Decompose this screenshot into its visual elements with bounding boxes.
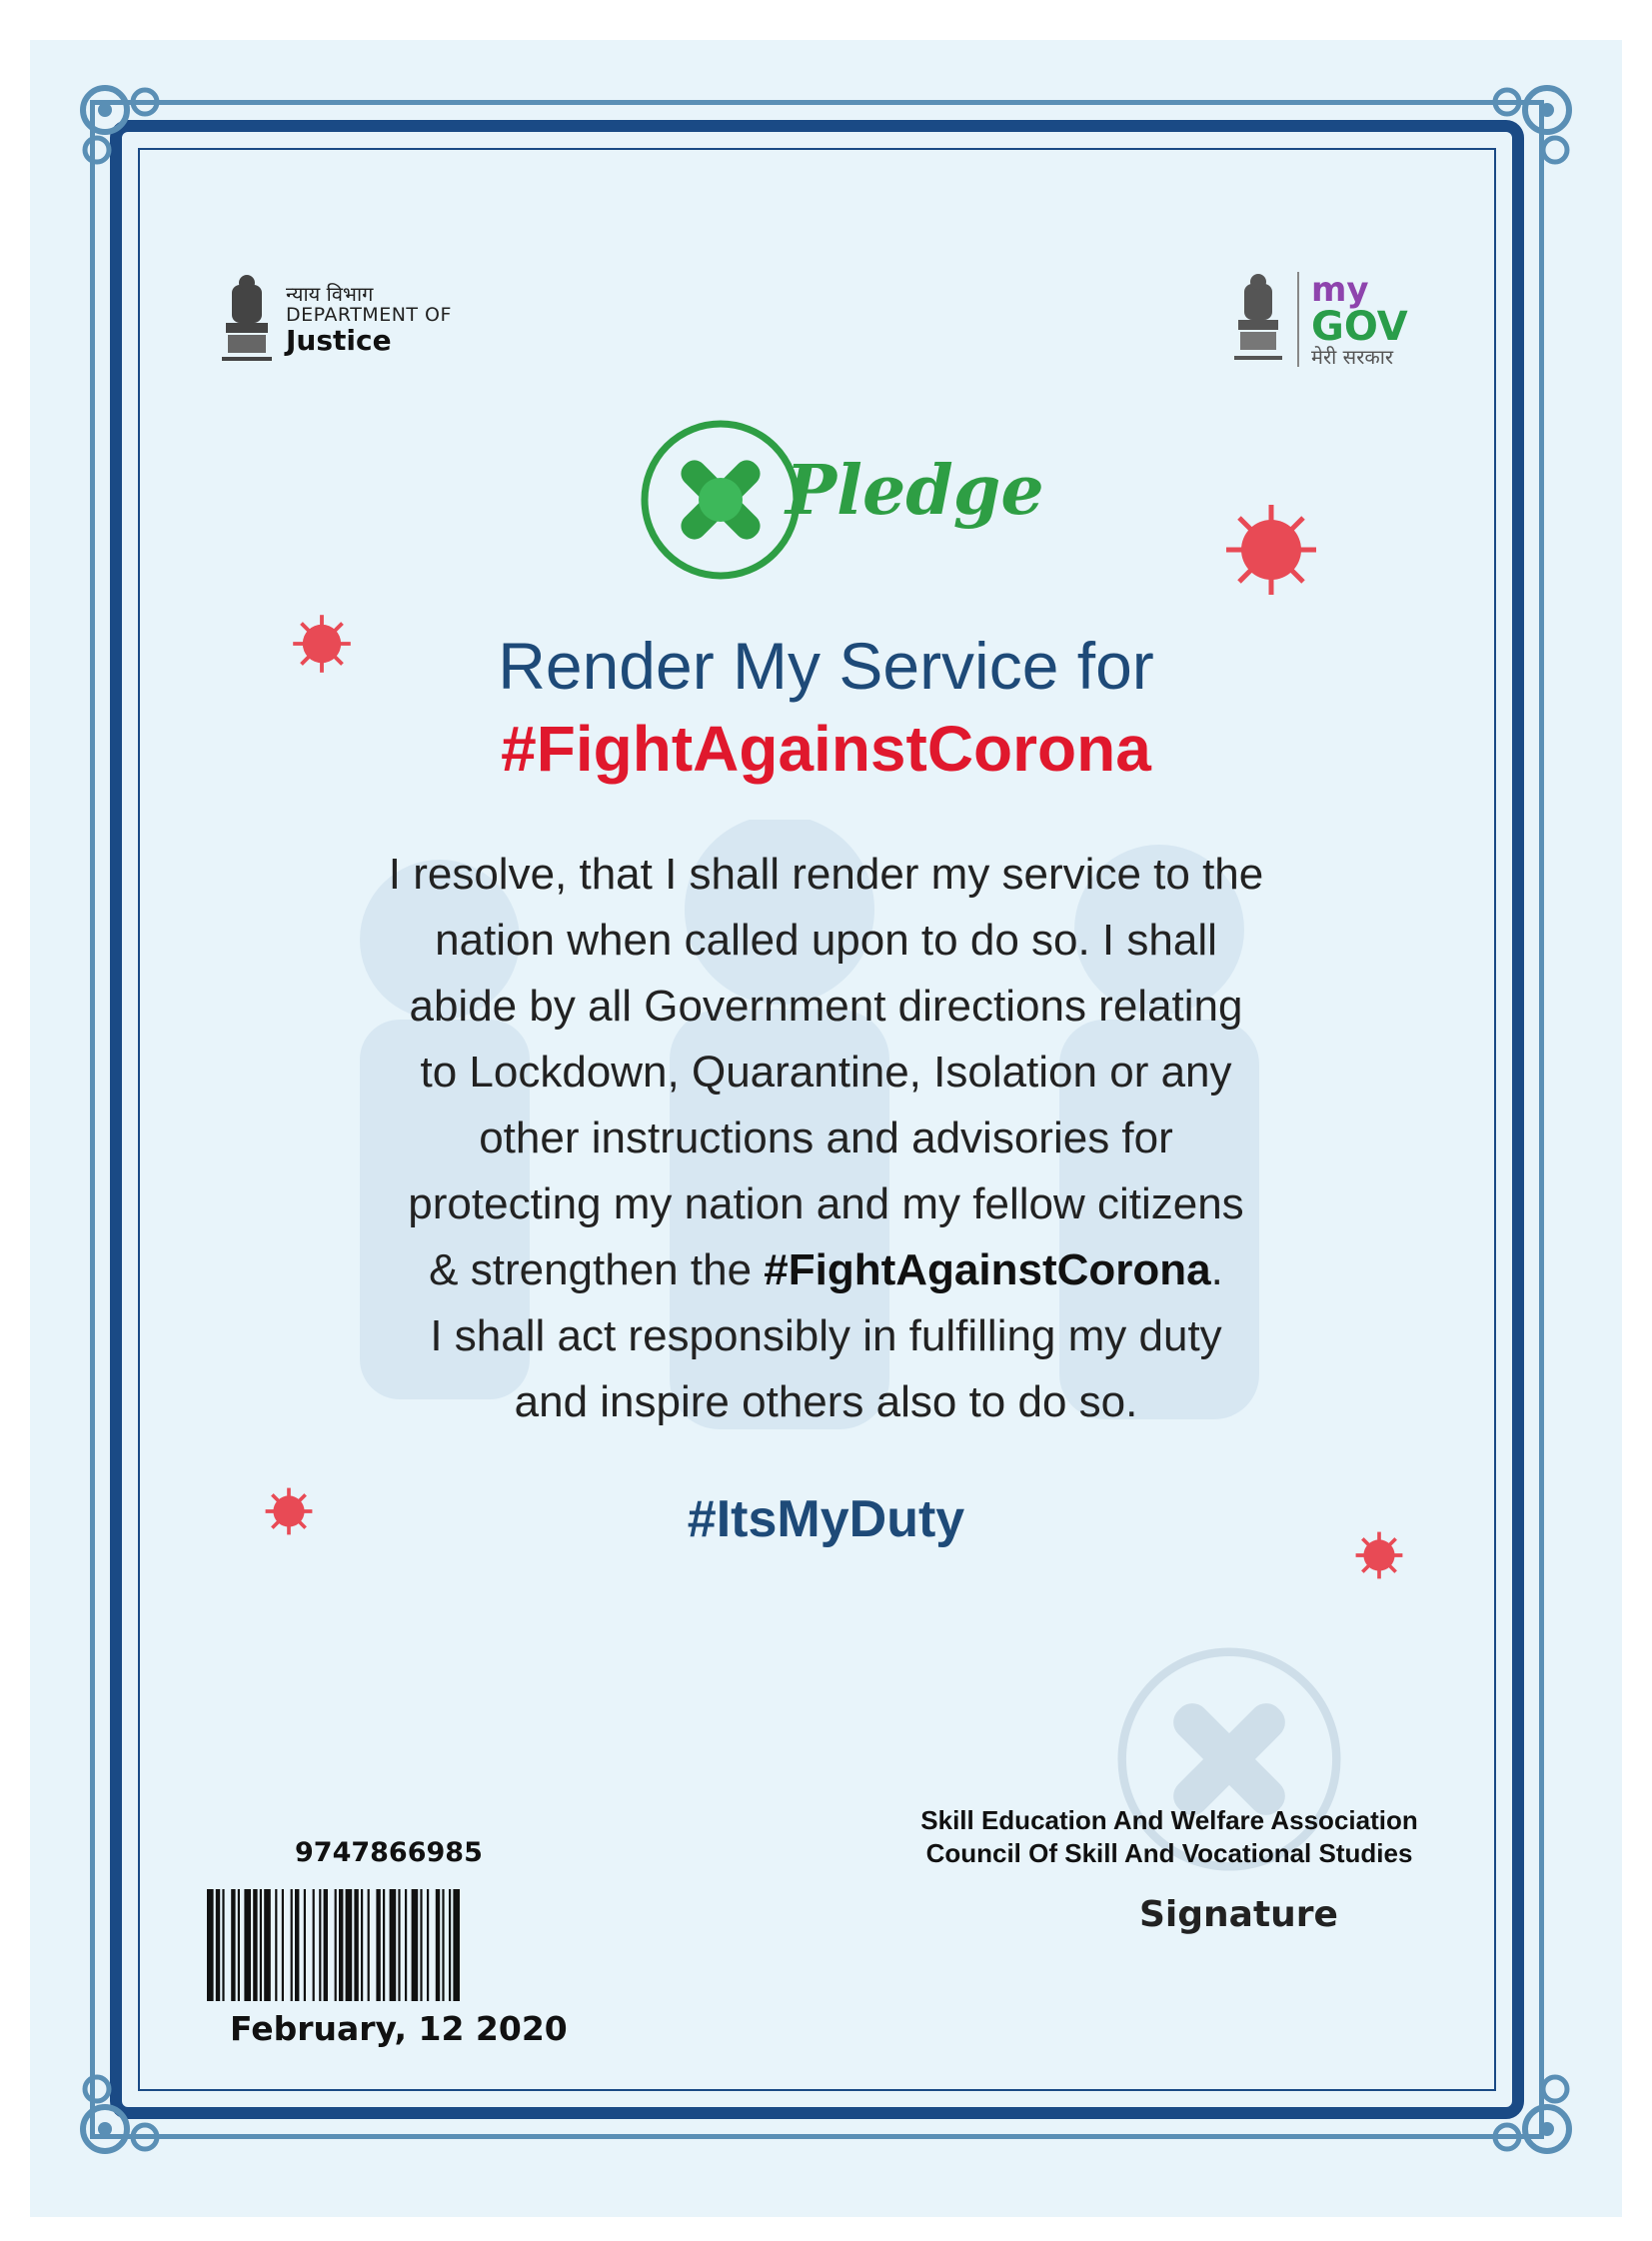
certificate-title: Render My Service for — [498, 629, 1154, 703]
barcode-bar — [335, 1889, 337, 2001]
pledge-line: and inspire others also to do so. — [514, 1377, 1138, 1426]
barcode-bar — [324, 1889, 328, 2001]
doj-hindi-text: न्याय विभाग — [286, 282, 374, 307]
barcode-bar — [346, 1889, 353, 2001]
certificate-date: February, 12 2020 — [230, 2009, 568, 2048]
barcode-bar — [354, 1889, 358, 2001]
barcode-bar — [304, 1889, 306, 2001]
issuing-organization — [859, 1804, 1479, 1870]
pledge-line: I resolve, that I shall render my service to the — [388, 850, 1264, 899]
pledge-body — [300, 842, 1352, 1435]
barcode-bar — [216, 1889, 220, 2001]
barcode-bar — [436, 1889, 440, 2001]
barcode-bar — [231, 1889, 235, 2001]
mygov-hindi-text: मेरी सरकार — [1311, 344, 1394, 369]
emblem-icon — [218, 275, 276, 365]
barcode-bar — [339, 1889, 343, 2001]
virus-icon — [1221, 500, 1321, 600]
pledge-line: nation when called upon to do so. I shall — [435, 916, 1217, 965]
pledge-line-text: . — [1210, 1245, 1223, 1294]
corner-ornament-icon — [75, 80, 185, 190]
pledge-logo — [636, 415, 1044, 585]
its-my-duty-hashtag: #ItsMyDuty — [687, 1490, 965, 1548]
corner-ornament-icon — [1467, 80, 1577, 190]
emblem-icon — [1231, 274, 1285, 366]
pledge-line: to Lockdown, Quarantine, Isolation or any — [420, 1048, 1232, 1097]
barcode-bar — [222, 1889, 224, 2001]
barcode-bar — [442, 1889, 444, 2001]
certificate-hashtag-title: #FightAgainstCorona — [501, 713, 1151, 785]
pledge-hashtag: #FightAgainstCorona — [764, 1245, 1211, 1294]
barcode-bar — [319, 1889, 321, 2001]
barcode-bar — [420, 1889, 422, 2001]
barcode-bar — [244, 1889, 251, 2001]
barcode-bar — [275, 1889, 277, 2001]
corner-ornament-icon — [75, 2049, 185, 2159]
barcode-bar — [313, 1889, 315, 2001]
department-of-justice-logo — [218, 275, 452, 365]
barcode-bar — [427, 1889, 429, 2001]
pledge-text: Pledge — [786, 451, 1044, 531]
mygov-gov-text: GOV — [1311, 303, 1408, 350]
barcode-bar — [405, 1889, 407, 2001]
barcode-bar — [376, 1889, 380, 2001]
certificate-serial-number: 9747866985 — [295, 1837, 483, 1868]
barcode-bar — [238, 1889, 240, 2001]
barcode-bar — [412, 1889, 419, 2001]
doj-justice-text: Justice — [286, 324, 392, 358]
barcode-bar — [449, 1889, 451, 2001]
barcode-bar — [398, 1889, 400, 2001]
barcode-bar — [253, 1889, 257, 2001]
pledge-line-text: & strengthen the — [429, 1245, 765, 1294]
mygov-my-text: my — [1311, 269, 1369, 310]
barcode-bar — [282, 1889, 284, 2001]
mygov-logo — [1231, 269, 1408, 369]
barcode-bar — [264, 1889, 271, 2001]
barcode-bar — [453, 1889, 460, 2001]
barcode-bar — [390, 1889, 397, 2001]
organization-line: Council Of Skill And Vocational Studies — [925, 1838, 1413, 1868]
organization-line: Skill Education And Welfare Association — [920, 1805, 1418, 1835]
pledge-line: protecting my nation and my fellow citizens — [408, 1179, 1244, 1228]
barcode-bar — [383, 1889, 385, 2001]
barcode-bar — [207, 1889, 214, 2001]
pledge-line: other instructions and advisories for — [479, 1114, 1173, 1162]
handshake-icon — [636, 415, 806, 585]
barcode — [207, 1889, 607, 2001]
barcode-bar — [368, 1889, 370, 2001]
barcode-bar — [291, 1889, 293, 2001]
barcode-bar — [295, 1889, 299, 2001]
barcode-bar — [260, 1889, 262, 2001]
barcode-bar — [361, 1889, 363, 2001]
corner-ornament-icon — [1467, 2049, 1577, 2159]
signature-label: Signature — [1139, 1894, 1338, 1935]
doj-department-text: DEPARTMENT OF — [286, 304, 452, 327]
pledge-line: I shall act responsibly in fulfilling my duty — [430, 1311, 1222, 1360]
pledge-line — [300, 1237, 1352, 1303]
pledge-line: abide by all Government directions relating — [409, 982, 1243, 1031]
